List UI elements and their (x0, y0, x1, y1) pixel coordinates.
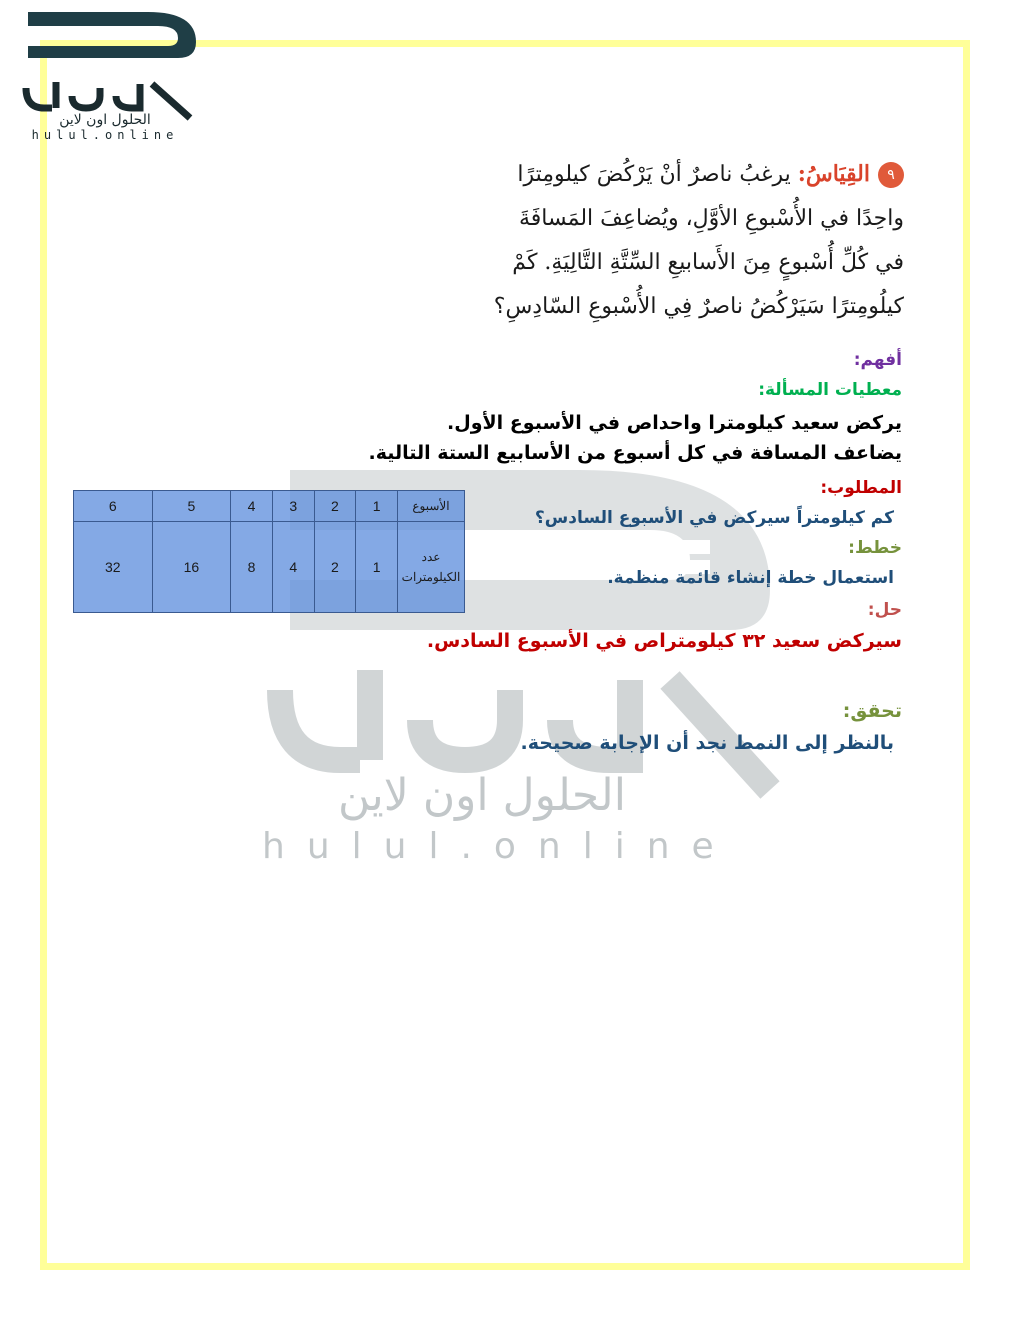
table-cell-week: 5 (152, 491, 231, 522)
check-text: بالنظر إلى النمط نجد أن الإجابة صحيحة. (520, 732, 894, 754)
problem-number-badge: ٩ (878, 162, 904, 188)
logo-arabic-text: الحلول اون لاين (59, 112, 151, 128)
table-cell-week: 3 (272, 491, 314, 522)
givens-label: معطيات المسألة: (758, 380, 902, 400)
table-cell-km: 16 (152, 522, 231, 613)
table-row-km (74, 522, 465, 613)
given-1: يركض سعيد كيلومترا واحداص في الأسبوع الأول. (447, 412, 902, 434)
logo-english-text: hulul.online (31, 128, 179, 142)
solve-label: حل: (867, 600, 902, 620)
table-header-km (398, 522, 465, 613)
problem-label: القِيَاسُ: (797, 161, 870, 187)
table-cell-km: 1 (356, 522, 398, 613)
required-text: كم كيلومتراً سيركض في الأسبوع السادس؟ (534, 508, 894, 528)
watermark-arabic: الحلول اون لاين (338, 770, 626, 821)
organized-list-table (73, 490, 465, 613)
required-label: المطلوب: (820, 478, 902, 498)
problem-line-1 (474, 152, 904, 197)
table-cell-km: 4 (272, 522, 314, 613)
table-cell-km: 8 (231, 522, 273, 613)
plan-label: خطط: (848, 538, 902, 558)
table-cell-week: 4 (231, 491, 273, 522)
table-header-km-line2: الكيلومترات (401, 570, 461, 584)
problem-text-2: واحِدًا في الأُسْبوعِ الأوَّلِ، ويُضاعِفَ المَسافَةَ (518, 206, 904, 231)
table-cell-km: 2 (314, 522, 356, 613)
table-header-week: الأسبوع (398, 491, 465, 522)
understand-label: أفهم: (853, 350, 902, 370)
given-2: يضاعف المسافة في كل أسبوع من الأسابيع الستة التالية. (368, 442, 902, 464)
table-row-weeks (74, 491, 465, 522)
plan-text: استعمال خطة إنشاء قائمة منظمة. (607, 568, 894, 588)
table-cell-km: 32 (74, 522, 153, 613)
problem-statement (474, 152, 904, 332)
table-header-km-line1: عدد (421, 550, 441, 564)
problem-text-4: كيلُومِترًا سَيَرْكُضُ ناصرٌ فِي الأُسْبوعِ السّادِسِ؟ (493, 294, 904, 319)
watermark-english: hulul.online (262, 826, 736, 867)
problem-text-1: يرغبُ ناصرٌ أنْ يَرْكُضَ كيلومِترًا (517, 162, 791, 187)
table-cell-week: 2 (314, 491, 356, 522)
table-cell-week: 1 (356, 491, 398, 522)
problem-text-3: في كُلِّ أُسْبوعٍ مِنَ الأَسابيعِ السِّتَّةِ التَّالِيَةِ. كَمْ (512, 250, 904, 275)
check-label: تحقق: (842, 700, 902, 722)
solve-text: سيركض سعيد ٣٢ كيلومتراص في الأسبوع السادس. (426, 630, 902, 652)
table-cell-week: 6 (74, 491, 153, 522)
